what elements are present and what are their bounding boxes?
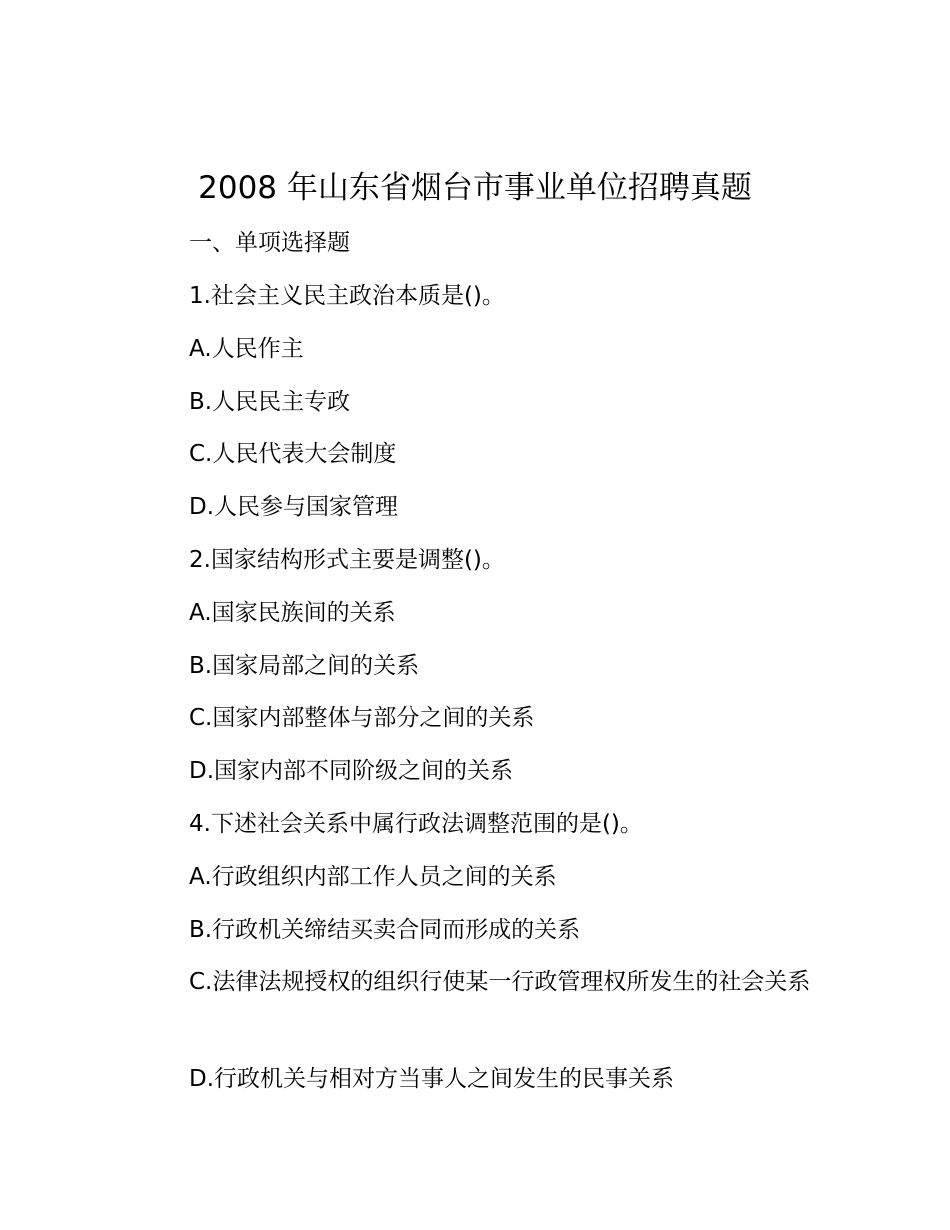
question-option: C.人民代表大会制度 (189, 441, 397, 467)
document-title: 2008 年山东省烟台市事业单位招聘真题 (198, 170, 752, 206)
section-heading: 一、单项选择题 (189, 230, 350, 256)
question-option: C.国家内部整体与部分之间的关系 (189, 705, 535, 731)
question-option: B.人民民主专政 (189, 389, 351, 415)
question-stem: 4.下述社会关系中属行政法调整范围的是()。 (189, 811, 643, 837)
question-option: D.人民参与国家管理 (189, 494, 399, 520)
question-option: A.人民作主 (189, 336, 304, 362)
question-option: A.国家民族间的关系 (189, 600, 396, 626)
question-option: B.行政机关缔结买卖合同而形成的关系 (189, 917, 581, 943)
question-option: A.行政组织内部工作人员之间的关系 (189, 864, 557, 890)
question-stem: 1.社会主义民主政治本质是()。 (189, 283, 505, 309)
question-option: D.行政机关与相对方当事人之间发生的民事关系 (189, 1066, 675, 1092)
question-option: D.国家内部不同阶级之间的关系 (189, 758, 514, 784)
question-option: C.法律法规授权的组织行使某一行政管理权所发生的社会关系 (189, 969, 811, 995)
question-option: B.国家局部之间的关系 (189, 653, 420, 679)
question-stem: 2.国家结构形式主要是调整()。 (189, 547, 505, 573)
